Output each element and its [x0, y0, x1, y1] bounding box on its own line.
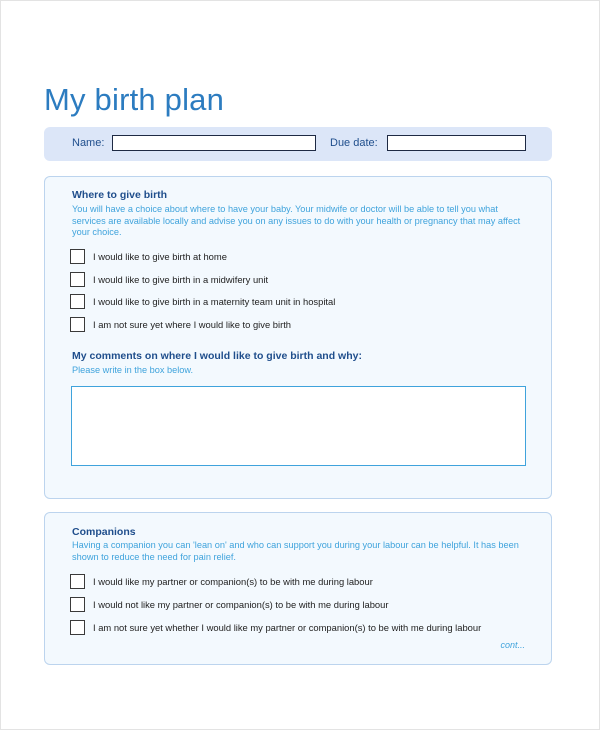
- option-companion-present[interactable]: [70, 572, 373, 590]
- checkbox[interactable]: [70, 272, 85, 287]
- due-date-label: Due date:: [330, 137, 378, 149]
- option-label: I am not sure yet where I would like to give birth: [93, 318, 292, 330]
- checkbox[interactable]: [70, 317, 85, 332]
- comments-textbox[interactable]: [71, 386, 526, 466]
- checkbox[interactable]: [70, 294, 85, 309]
- checkbox[interactable]: [70, 597, 85, 612]
- where-to-give-birth-description: You will have a choice about where to have your baby. Your midwife or doctor will be able to tell you what services are available locally and advise you on any issues to do with your health or pregnancy that may affect your choice.: [72, 204, 521, 238]
- option-label: I am not sure yet whether I would like my partner or companion(s) to be with me during labour: [93, 621, 482, 633]
- name-field[interactable]: [112, 135, 316, 151]
- continued-note: cont...: [500, 640, 525, 650]
- option-midwifery-unit[interactable]: [70, 270, 268, 288]
- page-title: My birth plan: [44, 82, 225, 117]
- option-label: I would not like my partner or companion(s) to be with me during labour: [93, 598, 389, 610]
- option-not-sure-where[interactable]: [70, 315, 291, 333]
- option-label: I would like to give birth at home: [93, 250, 227, 262]
- companions-heading: Companions: [72, 526, 136, 538]
- checkbox[interactable]: [70, 574, 85, 589]
- where-to-give-birth-heading: Where to give birth: [72, 189, 168, 201]
- option-label: I would like to give birth in a midwifery unit: [93, 273, 269, 285]
- option-companion-absent[interactable]: [70, 595, 388, 613]
- option-maternity-unit[interactable]: [70, 292, 335, 310]
- checkbox[interactable]: [70, 620, 85, 635]
- where-to-give-birth-section: [44, 176, 552, 499]
- name-label: Name:: [72, 137, 105, 149]
- header-fields-bar: [44, 127, 552, 161]
- option-label: I would like to give birth in a maternity team unit in hospital: [93, 295, 336, 307]
- due-date-field[interactable]: [387, 135, 526, 151]
- companions-description: Having a companion you can 'lean on' and who can support you during your labour can be helpful. It has been shown to reduce the need for pain relief.: [72, 540, 519, 562]
- comments-heading: My comments on where I would like to give birth and why:: [72, 350, 362, 362]
- option-label: I would like my partner or companion(s) to be with me during labour: [93, 575, 373, 587]
- option-home-birth[interactable]: [70, 247, 227, 265]
- checkbox[interactable]: [70, 249, 85, 264]
- option-companion-not-sure[interactable]: [70, 618, 481, 636]
- comments-hint: Please write in the box below.: [72, 365, 194, 375]
- companions-section: [44, 512, 552, 665]
